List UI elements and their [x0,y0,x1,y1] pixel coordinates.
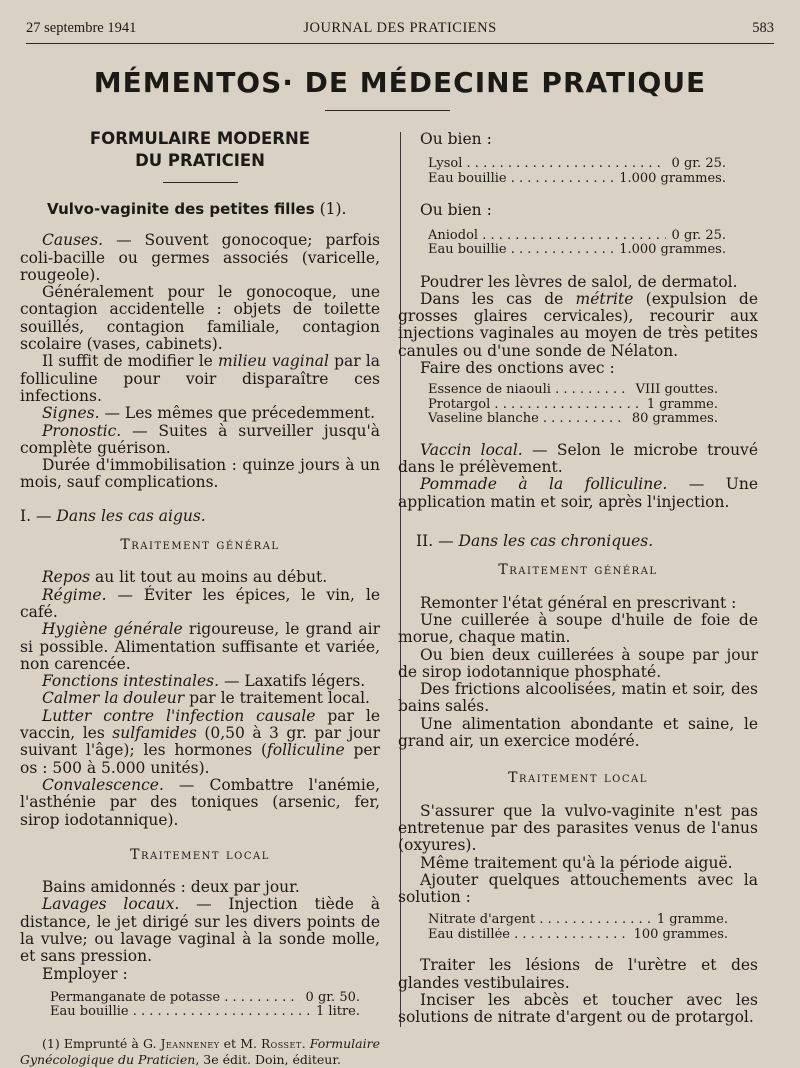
prescription-row: Protargol . . . 1 gramme. [428,398,718,413]
prescription-row: Aniodol . . . 0 gr. 25. [428,229,726,244]
prescription-row: Eau bouillie . . . 1.000 grammes. [428,243,726,258]
right-column [398,131,758,1027]
paragraph: Remonter l'état général en prescrivant : [420,593,737,612]
paragraph: Fonctions intestinales. — Laxatifs légers. [42,672,366,691]
paragraph: Ajouter quelques attouchements avec la solution : [398,870,758,907]
paragraph: Hygiène générale rigoureuse, le grand air si possible. Alimentation suffisante et variée, non carencée. [20,620,380,673]
part-heading: II. — Dans les cas chroniques. [416,532,654,551]
prescription-row: Nitrate d'argent . . . 1 gramme. [428,913,728,928]
paragraph: Calmer la douleur par le traitement local. [42,689,370,708]
paragraph: Une cuillerée à soupe d'huile de foie de morue, chaque matin. [398,610,758,647]
prescription [428,383,718,427]
paragraph: Ou bien deux cuillerées à soupe par jour de sirop iodotannique phosphaté. [398,645,758,681]
paragraph: Régime. — Éviter les épices, le vin, le café. [20,585,380,621]
paragraph: Employer : [42,964,128,983]
paragraph: Signes. — Les mêmes que précedemment. [42,404,376,423]
paragraph: Inciser les abcès et toucher avec les solutions de nitrate d'argent ou de protargol. [398,991,758,1027]
subsection-heading: Traitement local [130,846,270,863]
running-header [26,20,774,40]
header-rule [26,43,774,44]
prescription-row: Eau distillée . . . 100 grammes. [428,928,728,943]
prescription [50,991,360,1020]
paragraph: Traiter les lésions de l'urètre et des glandes vestibulaires. [398,956,758,992]
subsection-heading: Traitement général [498,562,658,579]
paragraph: Généralement pour le gonocoque, une contagion accidentelle : objets de toilette souillés, contagion familiale, contagion scolaire (vases, cabinets). [20,283,380,354]
paragraph: S'assurer que la vulvo-vaginite n'est pas entretenue par des parasites venus de l'anus (oxyures). [398,801,758,855]
footnote: (1) Emprunté à G. Jeanneney et M. Rosset. Formulaire Gynécologique du Praticien, 3e édit. Doin, éditeur. [20,1035,380,1067]
prescription-row: Permanganate de potasse . . . 0 gr. 50. [50,991,360,1006]
article-title: Vulvo-vaginite des petites filles (1). [47,200,347,218]
paragraph: Une alimentation abondante et saine, le grand air, un exercice modéré. [398,714,758,751]
prescription [428,229,726,258]
paragraph: Pronostic. — Suites à surveiller jusqu'à complète guérison. [20,421,380,457]
part-heading: I. — Dans les cas aigus. [20,506,206,525]
prescription-row: Eau bouillie . . . 1.000 grammes. [428,172,726,187]
paragraph: Même traitement qu'à la période aiguë. [420,853,733,872]
paragraph: Ou bien : [420,130,492,148]
journal-name: JOURNAL DES PRATICIENS [303,20,497,36]
page-number: 583 [752,20,774,36]
left-column [20,128,380,1067]
section-title: FORMULAIRE MODERNE DU PRATICIEN [89,129,311,170]
paragraph: Causes. — Souvent gonocoque; parfois coli-bacille ou germes associés (varicelle, rougeole). [20,231,380,284]
title-rule [325,110,450,111]
prescription-row: Essence de niaouli . . . VIII gouttes. [428,383,718,398]
prescription-row: Lysol . . . 0 gr. 25. [428,157,726,172]
paragraph: Des frictions alcoolisées, matin et soir, des bains salés. [398,680,758,716]
issue-date: 27 septembre 1941 [26,20,137,36]
paragraph: Vaccin local. — Selon le microbe trouvé dans le prélèvement. [398,440,758,477]
paragraph: Repos au lit tout au moins au début. [42,568,328,587]
prescription [428,913,728,942]
paragraph: Lavages locaux. — Injection tiède à distance, le jet dirigé sur les divers points de la vulve; ou lavage vaginal à la sonde molle, et sans pression. [20,895,380,966]
prescription-row: Vaseline blanche . . . 80 grammes. [428,412,718,427]
page-title: MÉMENTOS· DE MÉDECINE PRATIQUE [93,66,707,99]
paragraph: Durée d'immobilisation : quinze jours à un mois, sauf complications. [20,456,380,492]
paragraph: Poudrer les lèvres de salol, de dermatol. [420,272,738,291]
paragraph: Lutter contre l'infection causale par le vaccin, les sulfamides (0,50 à 3 gr. par jour suivant l'âge); les hormones (folliculine per os : 500 à 5.000 unités). [20,706,380,777]
paragraph: Dans les cas de métrite (expulsion de grosses glaires cervicales), recourir aux injections vaginales au moyen de très petites canules ou d'une sonde de Nélaton. [398,289,759,360]
paragraph: Ou bien : [420,201,492,220]
subsection-heading: Traitement général [120,537,280,554]
paragraph: Pommade à la folliculine. — Une application matin et soir, après l'injection. [398,475,758,511]
paragraph: Bains amidonnés : deux par jour. [42,878,300,897]
section-rule [163,182,238,183]
paragraph: Convalescence. — Combattre l'anémie, l'asthénie par des toniques (arsenic, fer, sirop iodotannique). [20,775,380,829]
subsection-heading: Traitement local [508,770,648,787]
paragraph: Faire des onctions avec : [420,359,615,378]
prescription [428,157,726,186]
paragraph: Il suffit de modifier le milieu vaginal par la folliculine pour voir disparaître ces infections. [20,352,380,405]
prescription-row: Eau bouillie . . . 1 litre. [50,1005,360,1020]
